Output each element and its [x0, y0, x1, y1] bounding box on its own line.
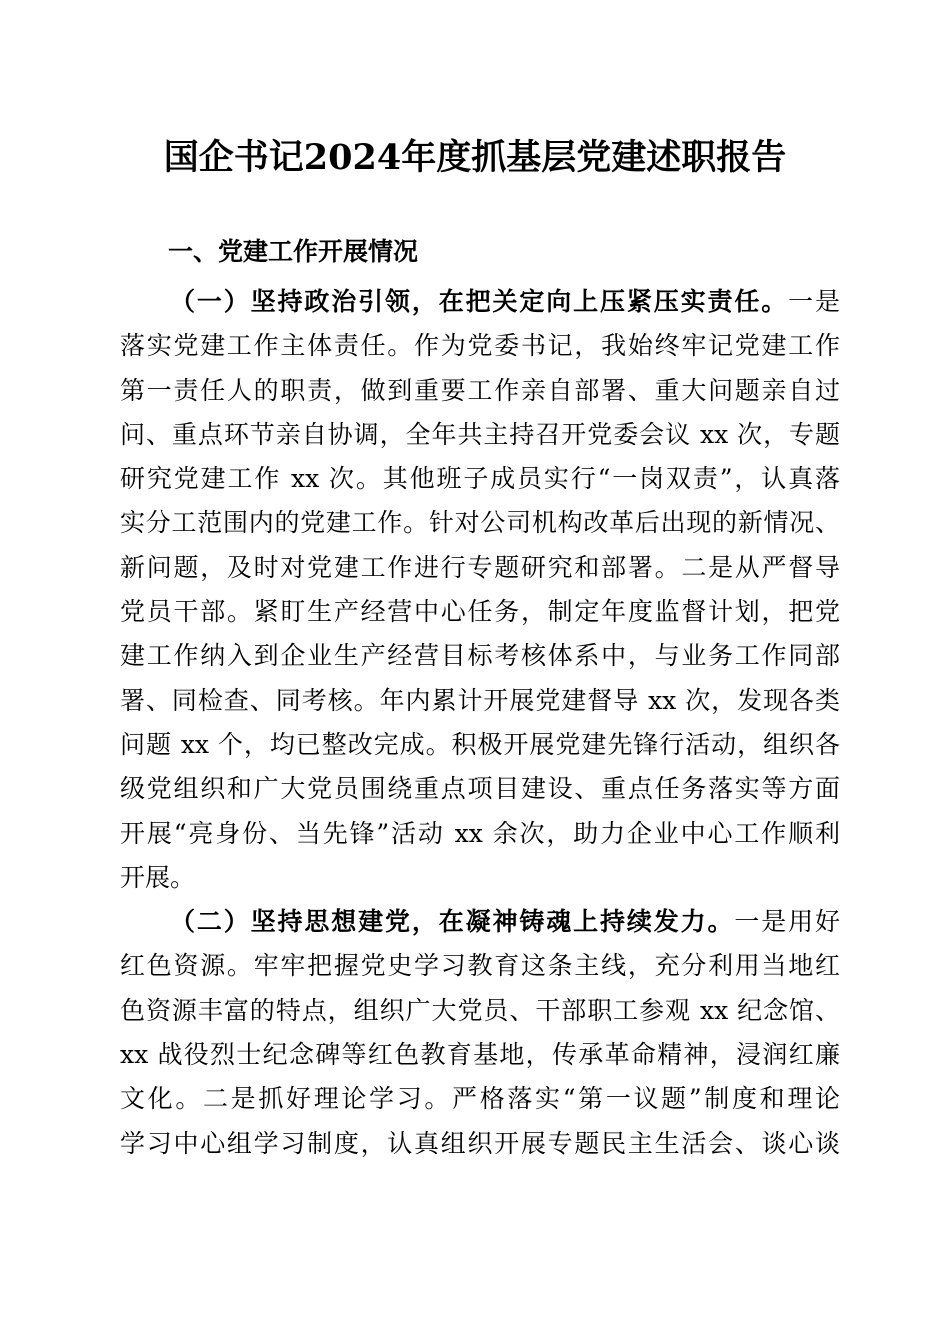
- paragraph-line-text: 一是: [788, 287, 840, 316]
- paragraph-line: 建工作纳入到企业生产经营目标考核体系中，与业务工作同部: [120, 641, 840, 671]
- paragraph-2: [120, 900, 840, 1166]
- paragraph-line-text: 一是用好: [734, 907, 840, 937]
- paragraph-lead-bold: （二）坚持思想建党，在凝神铸魂上持续发力。: [170, 907, 735, 937]
- document-title: 国企书记2024年度抓基层党建述职报告: [163, 137, 787, 178]
- paragraph-line: 级党组织和广大党员围绕重点项目建设、重点任务落实等方面: [120, 774, 840, 804]
- paragraph-line: 开展“亮身份、当先锋”活动 xx 余次，助力企业中心工作顺利: [120, 818, 840, 848]
- paragraph-line: 红色资源。牢牢把握党史学习教育这条主线，充分利用当地红: [120, 951, 840, 981]
- paragraph-line: 问题 xx 个，均已整改完成。积极开展党建先锋行活动，组织各: [120, 729, 840, 759]
- paragraph-line: xx 战役烈士纪念碑等红色教育基地，传承革命精神，浸润红廉: [120, 1040, 840, 1070]
- paragraph-line: 问、重点环节亲自协调，全年共主持召开党委会议 xx 次，专题: [120, 419, 840, 449]
- paragraph-line: 研究党建工作 xx 次。其他班子成员实行“一岗双责”，认真落: [120, 464, 840, 494]
- paragraph-line: 学习中心组学习制度，认真组织开展专题民主生活会、谈心谈: [120, 1128, 840, 1158]
- document-body: [120, 280, 840, 1166]
- paragraph-line: 新问题，及时对党建工作进行专题研究和部署。二是从严督导: [120, 552, 840, 582]
- paragraph-line: 实分工范围内的党建工作。针对公司机构改革后出现的新情况、: [120, 508, 840, 538]
- paragraph-line: 色资源丰富的特点，组织广大党员、干部职工参观 xx 纪念馆、: [120, 995, 840, 1025]
- paragraph-1: [120, 280, 840, 900]
- paragraph-line: 开展。: [120, 862, 196, 892]
- paragraph-line: 落实党建工作主体责任。作为党委书记，我始终牢记党建工作: [120, 331, 840, 361]
- paragraph-line: [120, 280, 840, 324]
- paragraph-line: 文化。二是抓好理论学习。严格落实“第一议题”制度和理论: [120, 1084, 840, 1114]
- section-heading: 一、党建工作开展情况: [168, 237, 419, 266]
- paragraph-line: 第一责任人的职责，做到重要工作亲自部署、重大问题亲自过: [120, 375, 840, 405]
- paragraph-line: 党员干部。紧盯生产经营中心任务，制定年度监督计划，把党: [120, 597, 840, 627]
- paragraph-lead-bold: （一）坚持政治引领，在把关定向上压紧压实责任。: [170, 287, 789, 316]
- paragraph-line: 署、同检查、同考核。年内累计开展党建督导 xx 次，发现各类: [120, 685, 840, 715]
- paragraph-line: [120, 900, 840, 944]
